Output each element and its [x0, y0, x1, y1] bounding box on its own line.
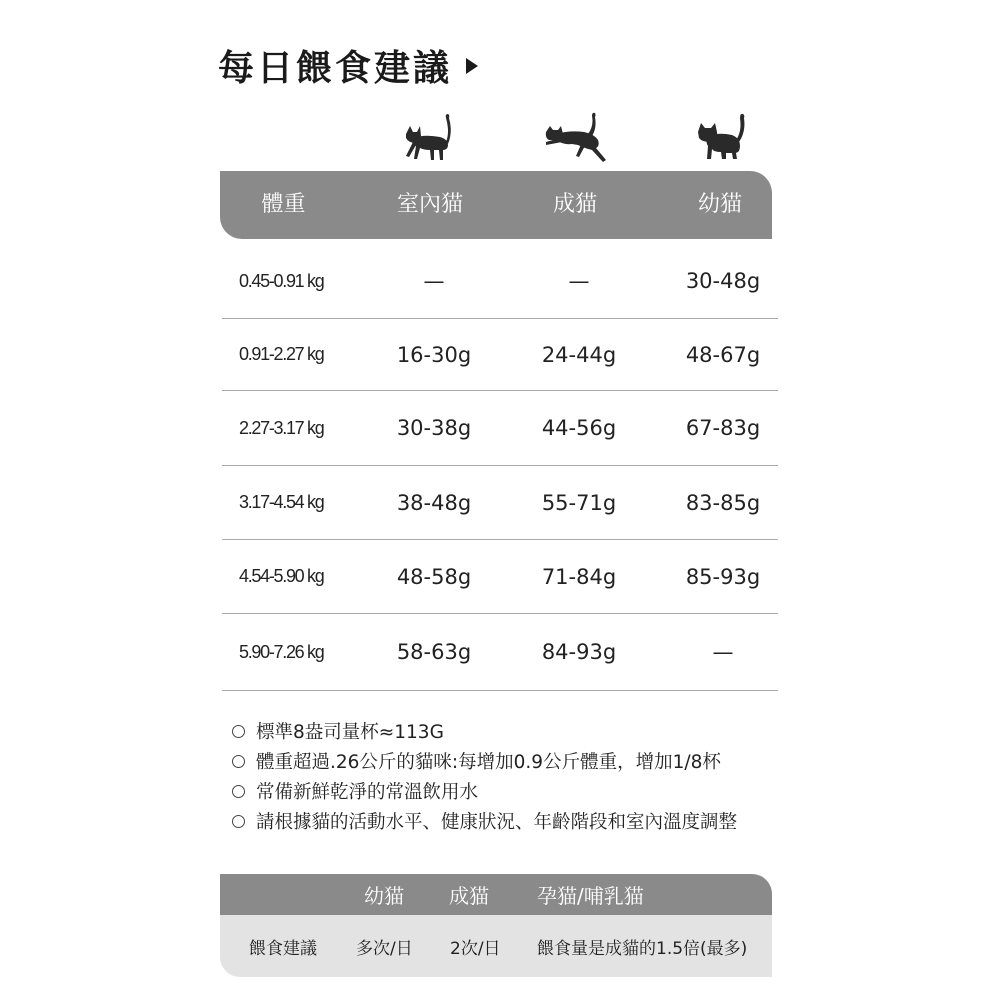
weight-cell: 0.45-0.91 kg: [239, 270, 324, 291]
table-row: [222, 540, 778, 614]
table-row: [222, 466, 778, 540]
kitten-cell: 30-48g: [685, 269, 761, 293]
indoor-cell: 16-30g: [396, 342, 472, 367]
bullet-circle-icon: [232, 815, 245, 828]
col-header-kitten: 幼猫: [364, 884, 404, 908]
list-item: [232, 776, 737, 806]
adult-cell: 84-93g: [541, 640, 617, 664]
feeding-table-header: [220, 874, 772, 915]
kitten-icon: [696, 112, 748, 162]
indoor-cell: 30-38g: [396, 416, 472, 440]
adult-cell: 44-56g: [541, 416, 617, 440]
note-text: 常備新鮮乾淨的常溫飲用水: [256, 782, 479, 803]
kitten-cell: 85-93g: [685, 564, 761, 589]
title-text: 每日餵食建議: [218, 48, 453, 89]
adult-cell: —: [568, 269, 590, 293]
weight-cell: 3.17-4.54 kg: [239, 492, 324, 512]
col-header-adult: 成猫: [552, 192, 597, 217]
kitten-frequency: 多次/日: [356, 938, 413, 959]
list-item: [232, 806, 737, 836]
note-text: 請根據貓的活動水平、健康狀況、年齡階段和室內溫度調整: [256, 812, 738, 833]
weight-cell: 0.91-2.27 kg: [239, 344, 324, 364]
note-text: 標準8盎司量杯≈113G: [256, 722, 444, 743]
indoor-cell: 58-63g: [396, 640, 472, 664]
cat-walking-icon: [400, 112, 456, 164]
indoor-cell: —: [423, 269, 445, 293]
table-row: [222, 319, 778, 391]
play-arrow-icon: [466, 58, 478, 74]
adult-cell: 71-84g: [541, 564, 617, 589]
kitten-cell: —: [712, 640, 734, 664]
adult-frequency: 2次/日: [450, 938, 501, 959]
list-item: [232, 716, 737, 746]
note-text: 體重超過.26公斤的貓咪:每增加0.9公斤體重，增加1/8杯: [256, 752, 721, 773]
table-row: [222, 244, 778, 319]
page-title: [218, 40, 478, 91]
bullet-circle-icon: [232, 785, 245, 798]
col-header-adult: 成猫: [449, 884, 489, 908]
table-row: [222, 614, 778, 691]
weight-cell: 5.90-7.26 kg: [239, 641, 324, 662]
cat-leaping-icon: [544, 112, 610, 164]
notes-list: [232, 716, 737, 836]
feeding-table-row: [220, 915, 772, 977]
pregnant-amount: 餵食量是成貓的1.5倍(最多): [537, 938, 748, 959]
table-row: [222, 391, 778, 466]
col-header-weight: 體重: [261, 192, 306, 217]
kitten-cell: 83-85g: [685, 490, 761, 515]
row-label: 餵食建議: [249, 938, 317, 959]
bullet-circle-icon: [232, 755, 245, 768]
indoor-cell: 38-48g: [396, 490, 472, 515]
list-item: [232, 746, 737, 776]
kitten-cell: 48-67g: [685, 342, 761, 367]
table-header: [220, 171, 772, 239]
col-header-kitten: 幼猫: [697, 192, 742, 217]
adult-cell: 55-71g: [541, 490, 617, 515]
bullet-circle-icon: [232, 725, 245, 738]
weight-cell: 2.27-3.17 kg: [239, 417, 324, 438]
weight-cell: 4.54-5.90 kg: [239, 566, 324, 586]
kitten-cell: 67-83g: [685, 416, 761, 440]
col-header-pregnant: 孕猫/哺乳猫: [537, 884, 644, 908]
col-header-indoor: 室內猫: [396, 192, 463, 217]
indoor-cell: 48-58g: [396, 564, 472, 589]
feeding-table: [220, 874, 772, 977]
adult-cell: 24-44g: [541, 342, 617, 367]
